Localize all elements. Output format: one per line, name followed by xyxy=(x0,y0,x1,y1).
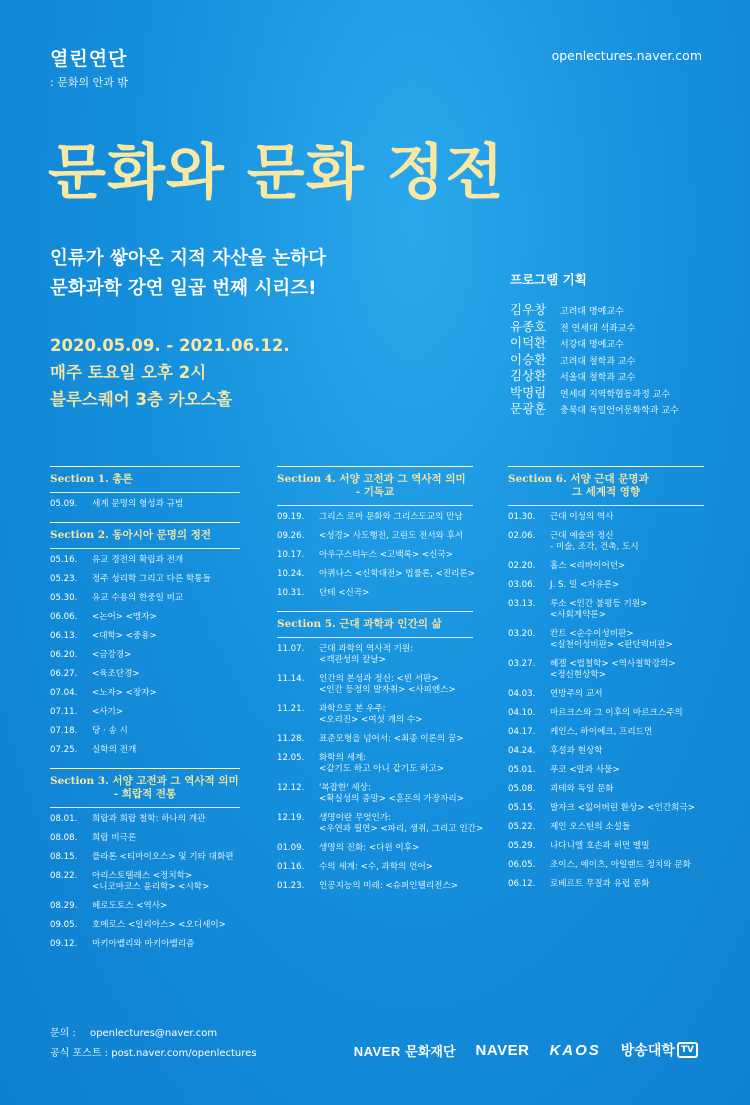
lecture-item xyxy=(277,569,473,580)
lecture-item xyxy=(277,644,473,666)
lecture-item xyxy=(277,881,473,892)
inquiry-label: 문의 : xyxy=(50,1028,76,1039)
lecture-item xyxy=(50,707,240,718)
lecture-item xyxy=(50,612,240,623)
brand-title: 열린연단 xyxy=(50,48,128,70)
lecture-topic xyxy=(319,753,473,775)
planner-role: 연세대 지역학협동과정 교수 xyxy=(560,389,671,400)
naver-logo: NAVER xyxy=(475,1041,530,1059)
lecture-item xyxy=(508,580,704,591)
lecture-date: 05.16. xyxy=(50,555,78,565)
lecture-topic xyxy=(550,746,704,757)
planner-name: 김우창 xyxy=(510,302,547,317)
lecture-topic-line: 인공지능의 미래: <슈퍼인텔리전스> xyxy=(319,881,458,891)
lecture-item xyxy=(277,843,473,854)
lecture-topic-line: 로베르트 무질과 유럽 문화 xyxy=(550,879,650,889)
lecture-topic xyxy=(92,593,240,604)
lecture-item xyxy=(277,813,484,835)
lecture-topic xyxy=(550,659,704,681)
lecture-topic xyxy=(92,745,240,756)
lecture-topic xyxy=(550,629,704,651)
lecture-date: 10.17. xyxy=(277,550,305,560)
lecture-topic-line: 제인 오스틴의 소설들 xyxy=(550,822,631,832)
lecture-topic-line: <인간 등정의 발자취> <사피엔스> xyxy=(319,685,456,695)
lecture-date: 09.26. xyxy=(277,531,305,541)
lecture-item xyxy=(508,784,704,795)
lecture-date: 06.27. xyxy=(50,669,78,679)
lecture-topic xyxy=(92,650,240,661)
lecture-item xyxy=(277,674,473,696)
lecture-item xyxy=(50,499,240,510)
planner-role: 전 연세대 석좌교수 xyxy=(560,323,636,334)
lecture-topic-line: <성경> 사도행전, 고린도 전서와 후서 xyxy=(319,531,464,541)
section-heading xyxy=(50,768,240,808)
section-heading xyxy=(277,611,473,638)
lecture-date: 05.29. xyxy=(508,841,536,851)
lecture-date: 05.01. xyxy=(508,765,536,775)
lecture-topic-line: <노자> <장자> xyxy=(92,688,157,698)
lecture-date: 12.05. xyxy=(277,753,305,763)
lecture-date: 10.24. xyxy=(277,569,305,579)
lecture-topic-line: 홉스 <리바이어던> xyxy=(550,561,626,571)
lecture-date: 03.06. xyxy=(508,580,536,590)
lecture-topic xyxy=(319,734,473,745)
lecture-date: 07.25. xyxy=(50,745,78,755)
planner-name: 김상환 xyxy=(510,368,547,383)
lecture-topic-line: <육조단경> xyxy=(92,669,140,679)
lecture-date: 04.03. xyxy=(508,689,536,699)
schedule-time: 매주 토요일 오후 2시 xyxy=(50,363,207,382)
lecture-topic-line: 아리스토텔레스 <정치학> xyxy=(92,871,193,881)
lecture-item xyxy=(50,901,240,912)
lecture-list xyxy=(508,506,704,890)
lecture-topic xyxy=(319,813,483,835)
lecture-topic-line: <니코마코스 윤리학> <시학> xyxy=(92,882,210,892)
section-title-line: Section 4. 서양 고전과 그 역사적 의미 xyxy=(277,473,466,485)
lecture-item xyxy=(50,939,240,950)
lecture-topic-line: 마르크스와 그 이후의 마르크스주의 xyxy=(550,708,683,718)
lecture-topic-line: 근대 과학의 역사적 기원: xyxy=(319,644,414,654)
naver-foundation-mark: NAVER xyxy=(353,1043,401,1059)
lecture-item xyxy=(508,708,704,719)
lecture-topic xyxy=(319,512,473,523)
lecture-topic xyxy=(92,688,240,699)
planner-row xyxy=(510,383,725,400)
lecture-topic-line: 수의 세계: <수, 과학의 언어> xyxy=(319,862,433,872)
lecture-topic-line: 근대 이성의 역사 xyxy=(550,512,614,522)
lecture-date: 01.23. xyxy=(277,881,305,891)
lecture-topic xyxy=(550,879,704,890)
lecture-item xyxy=(508,689,704,700)
lecture-date: 08.15. xyxy=(50,852,78,862)
lecture-date: 03.27. xyxy=(508,659,536,669)
lecture-date: 05.08. xyxy=(508,784,536,794)
lecture-topic xyxy=(92,669,240,680)
lecture-topic-line: 유교 경전의 확립과 전개 xyxy=(92,555,184,565)
lecture-list xyxy=(50,493,240,510)
planner-row xyxy=(510,366,725,383)
planner-row xyxy=(510,333,725,350)
lecture-topic xyxy=(92,939,240,950)
lecture-topic-line: 후설과 현상학 xyxy=(550,746,603,756)
lecture-item xyxy=(50,814,240,825)
schedule-info xyxy=(50,332,290,413)
lecture-date: 03.20. xyxy=(508,629,536,639)
planner-role: 충북대 독일언어문화학과 교수 xyxy=(560,406,679,416)
lecture-date: 01.09. xyxy=(277,843,305,853)
lecture-date: 05.23. xyxy=(50,574,78,584)
lecture-item xyxy=(277,531,473,542)
lecture-date: 05.22. xyxy=(508,822,536,832)
lecture-item xyxy=(50,871,240,893)
tagline xyxy=(50,244,326,304)
planner-name: 이덕환 xyxy=(510,335,547,350)
naver-foundation-text: 문화재단 xyxy=(405,1044,456,1060)
lecture-item xyxy=(277,734,473,745)
schedule-column-3 xyxy=(508,466,704,898)
lecture-date: 09.05. xyxy=(50,920,78,930)
lecture-topic xyxy=(92,707,240,718)
lecture-topic-line: 아퀴나스 <신학대전> 법률론, <진리론> xyxy=(319,569,475,579)
lecture-topic-line: 인간의 본성과 정신: <빈 서판> xyxy=(319,674,439,684)
lecture-topic-line: <오리진> <여섯 개의 수> xyxy=(319,715,423,725)
lecture-topic-line: J. S. 밀 <자유론> xyxy=(550,580,620,590)
knou-logo xyxy=(621,1040,698,1060)
lecture-date: 05.15. xyxy=(508,803,536,813)
lecture-topic-line: <논어> <맹자> xyxy=(92,612,157,622)
knou-text: 방송대학 xyxy=(620,1043,675,1059)
planner-role: 고려대 명예교수 xyxy=(560,307,624,317)
lecture-date: 11.07. xyxy=(277,644,305,654)
lecture-topic xyxy=(550,822,704,833)
lecture-date: 05.09. xyxy=(50,499,78,509)
page-title: 문화와 문화 정전 xyxy=(48,138,505,208)
lecture-date: 02.06. xyxy=(508,531,536,541)
lecture-topic-line: 괴테와 독일 문화 xyxy=(550,784,614,794)
planner-row xyxy=(510,399,725,416)
lecture-date: 07.04. xyxy=(50,688,78,698)
lecture-date: 04.24. xyxy=(508,746,536,756)
lecture-topic xyxy=(319,569,475,580)
sponsor-logos xyxy=(354,1040,698,1060)
brand xyxy=(50,44,128,90)
lecture-topic-line: - 미술, 조각, 건축, 도시 xyxy=(550,542,639,552)
lecture-date: 04.10. xyxy=(508,708,536,718)
lecture-topic-line: 마키아벨리와 마키아벨리즘 xyxy=(92,939,195,949)
lecture-date: 12.12. xyxy=(277,783,305,793)
lecture-topic-line: 나다니엘 호손과 허먼 멜빌 xyxy=(550,841,650,851)
lecture-topic-line: 당 · 송 시 xyxy=(92,726,128,736)
lecture-topic xyxy=(550,803,704,814)
lecture-topic-line: 표준모형을 넘어서: <최종 이론의 꿈> xyxy=(319,734,464,744)
lecture-topic-line: 근대 예술과 정신 xyxy=(550,531,614,541)
lecture-topic xyxy=(550,580,704,591)
lecture-topic-line: 그리스 로마 문화와 그리스도교의 만남 xyxy=(319,512,463,522)
schedule-column-1 xyxy=(50,466,240,958)
lecture-date: 10.31. xyxy=(277,588,305,598)
lecture-topic xyxy=(550,841,704,852)
lecture-topic-line: <실천이성비판> <판단력비판> xyxy=(550,640,673,650)
lecture-topic-line: <같기도 하고 아니 같기도 하고> xyxy=(319,764,444,774)
lecture-topic xyxy=(92,726,240,737)
lecture-date: 03.13. xyxy=(508,599,536,609)
lecture-topic-line: 과학으로 본 우주: xyxy=(319,704,386,714)
lecture-topic-line: 발자크 <잃어버린 환상> <인간희극> xyxy=(550,803,695,813)
lecture-item xyxy=(508,727,704,738)
planner-list xyxy=(510,300,725,416)
tagline-line: 인류가 쌓아온 지적 자산을 논하다 xyxy=(50,248,326,269)
lecture-item xyxy=(508,841,704,852)
lecture-date: 05.30. xyxy=(50,593,78,603)
planner-name: 유종호 xyxy=(510,318,547,334)
lecture-topic-line: 플라톤 <티마이오스> 및 기타 대화편 xyxy=(92,852,234,862)
lecture-list xyxy=(50,808,240,950)
lecture-item xyxy=(50,920,240,931)
lecture-item xyxy=(50,555,240,566)
lecture-item xyxy=(508,561,704,572)
lecture-topic-line: 단테 <신곡> xyxy=(319,588,370,598)
section-title-line: - 희랍적 전통 xyxy=(113,788,177,800)
lecture-item xyxy=(508,860,704,871)
lecture-topic xyxy=(319,783,473,805)
lecture-topic xyxy=(92,612,240,623)
planner-row xyxy=(510,300,725,317)
lecture-topic-line: 연방주의 교서 xyxy=(550,689,603,699)
lecture-item xyxy=(50,593,240,604)
lecture-topic xyxy=(319,862,473,873)
planning-title: 프로그램 기획 xyxy=(510,272,587,287)
lecture-topic-line: 희랍 비극론 xyxy=(92,833,137,843)
lecture-item xyxy=(50,833,240,844)
lecture-item xyxy=(277,783,473,805)
post-link[interactable]: post.naver.com/openlectures xyxy=(111,1048,257,1059)
lecture-topic xyxy=(92,499,240,510)
lecture-topic xyxy=(92,901,240,912)
section-heading xyxy=(50,522,240,549)
lecture-topic-line: 실학의 전개 xyxy=(92,745,137,755)
lecture-date: 11.14. xyxy=(277,674,305,684)
section-title-line: 그 세계적 영향 xyxy=(571,486,641,498)
lecture-topic-line: 칸트 <순수이성비판> xyxy=(550,629,634,639)
lecture-item xyxy=(277,512,473,523)
lecture-item xyxy=(50,650,240,661)
lecture-date: 08.29. xyxy=(50,901,78,911)
lecture-item xyxy=(50,669,240,680)
section-title-line: Section 5. 근대 과학과 인간의 삶 xyxy=(277,618,442,630)
planner-row xyxy=(510,350,725,367)
lecture-topic xyxy=(550,727,704,738)
lecture-topic xyxy=(92,920,240,931)
contact-info xyxy=(50,1024,257,1064)
lecture-topic-line: 정주 성리학 그리고 다른 학통들 xyxy=(92,574,211,584)
lecture-item xyxy=(508,629,704,651)
lecture-date: 04.17. xyxy=(508,727,536,737)
kaos-logo: KAOS xyxy=(549,1041,601,1059)
lecture-date: 07.11. xyxy=(50,707,78,717)
lecture-item xyxy=(508,599,704,621)
lecture-item xyxy=(50,574,240,585)
planner-row xyxy=(510,317,725,334)
lecture-list xyxy=(50,549,240,756)
lecture-item xyxy=(50,745,240,756)
lecture-list xyxy=(277,638,484,892)
lecture-item xyxy=(508,803,704,814)
lecture-date: 06.05. xyxy=(508,860,536,870)
lecture-topic-line: <금강경> xyxy=(92,650,132,660)
section-title-line: Section 6. 서양 근대 문명과 xyxy=(508,473,649,485)
lecture-topic xyxy=(319,843,473,854)
lecture-item xyxy=(50,852,240,863)
lecture-topic xyxy=(92,852,240,863)
section-title-line: Section 3. 서양 고전과 그 역사적 의미 xyxy=(50,775,239,787)
lecture-item xyxy=(508,531,704,553)
lecture-topic-line: 호메로스 <일리아스> <오디세이> xyxy=(92,920,226,930)
lecture-item xyxy=(50,631,240,642)
lecture-topic xyxy=(550,512,704,523)
post-label: 공식 포스트 : xyxy=(50,1048,109,1059)
lecture-item xyxy=(50,726,240,737)
lecture-topic xyxy=(319,644,473,666)
lecture-topic xyxy=(319,674,473,696)
naver-foundation-logo xyxy=(354,1041,456,1060)
lecture-topic xyxy=(319,531,473,542)
lecture-item xyxy=(508,512,704,523)
lecture-topic xyxy=(550,561,704,572)
planner-name: 이승환 xyxy=(510,351,547,367)
lecture-date: 01.30. xyxy=(508,512,536,522)
schedule-venue: 블루스퀘어 3층 카오스홀 xyxy=(50,390,233,409)
section-title-line: - 기독교 xyxy=(355,486,395,498)
lecture-date: 08.08. xyxy=(50,833,78,843)
lecture-date: 11.21. xyxy=(277,704,305,714)
schedule-dates: 2020.05.09. - 2021.06.12. xyxy=(50,336,290,355)
lecture-item xyxy=(508,746,704,757)
lecture-topic xyxy=(550,784,704,795)
lecture-item xyxy=(50,688,240,699)
lecture-topic xyxy=(550,531,704,553)
lecture-topic-line: 세계 문명의 형성과 규범 xyxy=(92,499,184,509)
lecture-topic-line: <객관성의 칼날> xyxy=(319,655,386,665)
lecture-date: 02.20. xyxy=(508,561,536,571)
lecture-topic xyxy=(92,555,240,566)
section-title-line: Section 1. 총론 xyxy=(50,473,133,485)
lecture-date: 12.19. xyxy=(277,813,305,823)
lecture-topic-line: 조이스, 예이츠, 아일랜드 정치와 문화 xyxy=(550,860,691,870)
lecture-topic xyxy=(92,814,240,825)
lecture-topic-line: <사기> xyxy=(92,707,124,717)
lecture-topic-line: 유교 수용의 한중일 비교 xyxy=(92,593,184,603)
lecture-topic-line: <대학> <중용> xyxy=(92,631,157,641)
lecture-topic xyxy=(319,550,473,561)
tagline-line: 문화과학 강연 일곱 번째 시리즈! xyxy=(50,278,317,299)
section-heading xyxy=(50,466,240,493)
section-heading xyxy=(277,466,473,506)
lecture-date: 09.19. xyxy=(277,512,305,522)
lecture-topic xyxy=(319,704,473,726)
lecture-topic-line: 케인스, 하이에크, 프리드먼 xyxy=(550,727,653,737)
lecture-date: 06.13. xyxy=(50,631,78,641)
lecture-date: 06.12. xyxy=(508,879,536,889)
lecture-item xyxy=(277,704,473,726)
schedule-column-2 xyxy=(277,466,484,900)
lecture-topic xyxy=(319,588,473,599)
lecture-topic xyxy=(92,871,240,893)
lecture-topic xyxy=(92,631,240,642)
lecture-topic xyxy=(92,574,240,585)
lecture-topic-line: 생명이란 무엇인가: xyxy=(319,813,392,823)
lecture-topic-line: 화학의 세계: xyxy=(319,753,367,763)
lecture-topic-line: 생명의 진화: <다윈 이후> xyxy=(319,843,420,853)
knou-tv-mark: TV xyxy=(677,1042,698,1058)
planner-role: 고려대 철학과 교수 xyxy=(560,356,636,367)
lecture-topic xyxy=(550,708,704,719)
lecture-item xyxy=(277,588,473,599)
lecture-topic-line: 푸코 <말과 사물> xyxy=(550,765,620,775)
brand-subtitle: : 문화의 안과 밖 xyxy=(50,76,128,89)
lecture-list xyxy=(277,506,473,599)
section-heading xyxy=(508,466,704,506)
lecture-topic-line: 헤로도토스 <역사> xyxy=(92,901,168,911)
lecture-topic xyxy=(550,599,704,621)
lecture-topic xyxy=(550,860,704,871)
planner-role: 서강대 명예교수 xyxy=(560,340,624,350)
lecture-topic-line: <정신현상학> xyxy=(550,670,606,680)
lecture-item xyxy=(277,862,473,873)
lecture-date: 08.01. xyxy=(50,814,78,824)
lecture-item xyxy=(508,765,704,776)
site-url[interactable]: openlectures.naver.com xyxy=(551,48,702,63)
lecture-item xyxy=(277,753,473,775)
lecture-topic xyxy=(319,881,473,892)
lecture-topic-line: 루소 <인간 불평등 기원> xyxy=(550,599,648,609)
lecture-item xyxy=(277,550,473,561)
lecture-date: 06.06. xyxy=(50,612,78,622)
program-planning xyxy=(510,270,725,416)
lecture-date: 11.28. xyxy=(277,734,305,744)
lecture-topic-line: 아우구스티누스 <고백록> <신국> xyxy=(319,550,453,560)
lecture-date: 06.20. xyxy=(50,650,78,660)
lecture-topic-line: <사회계약론> xyxy=(550,610,606,620)
lecture-topic xyxy=(92,833,240,844)
lecture-date: 09.12. xyxy=(50,939,78,949)
lecture-date: 07.18. xyxy=(50,726,78,736)
inquiry-email[interactable]: openlectures@naver.com xyxy=(90,1028,218,1039)
lecture-topic-line: 희랍과 희랍 철학: 하나의 개관 xyxy=(92,814,206,824)
lecture-item xyxy=(508,822,704,833)
planner-name: 박명림 xyxy=(510,384,547,400)
lecture-date: 01.16. xyxy=(277,862,305,872)
lecture-item xyxy=(508,659,704,681)
section-title-line: Section 2. 동아시아 문명의 정전 xyxy=(50,529,212,541)
lecture-item xyxy=(508,879,704,890)
lecture-topic xyxy=(550,765,704,776)
planner-role: 서울대 철학과 교수 xyxy=(560,373,636,383)
lecture-date: 08.22. xyxy=(50,871,78,881)
planner-name: 문광훈 xyxy=(510,401,547,416)
lecture-topic xyxy=(550,689,704,700)
lecture-topic-line: '복잡한' 세상: xyxy=(319,783,371,793)
lecture-topic-line: 헤겔 <법철학> <역사철학강의> xyxy=(550,659,676,669)
lecture-topic-line: <확실성의 종말> <혼돈의 가장자리> xyxy=(319,794,464,804)
lecture-topic-line: <우연과 필연> <파리, 생쥐, 그리고 인간> xyxy=(319,824,484,834)
